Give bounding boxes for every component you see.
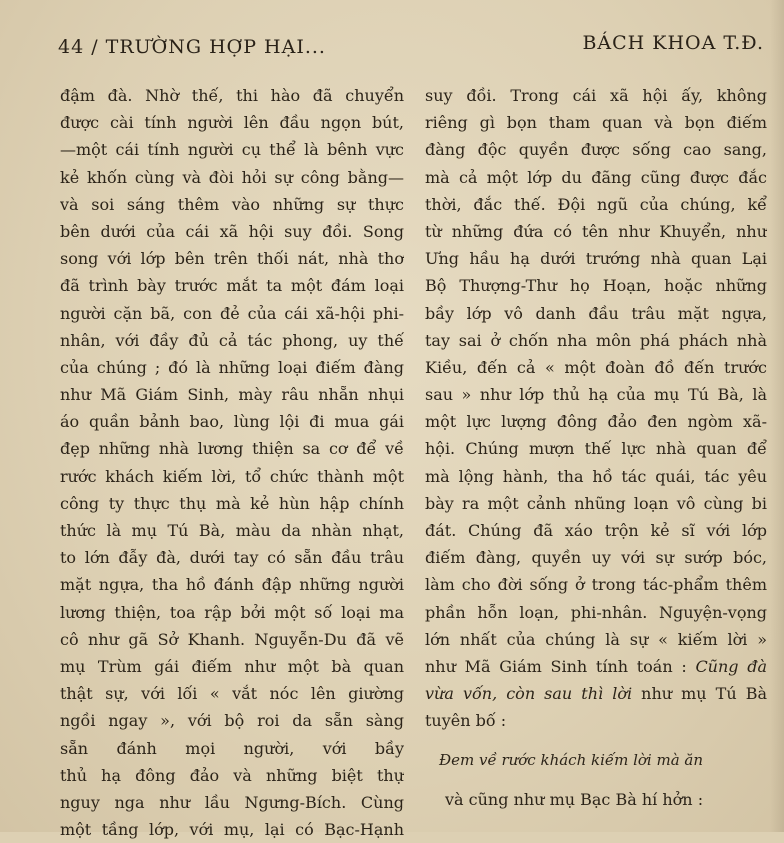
text-line: lương thiện, toa rập bởi một số loại ma	[60, 602, 404, 622]
text-line: to lớn đẫy đà, dưới tay có sẵn đầu trâu	[60, 548, 404, 568]
text-line: một lực lượng đông đảo đen ngòm xã-	[425, 412, 767, 432]
text-line: đàng độc quyền được sống cao sang,	[425, 140, 767, 160]
left-column	[60, 82, 404, 843]
page-edge-shadow	[770, 0, 784, 832]
text-line: điếm đàng, quyền uy với sự sướp bóc,	[425, 548, 767, 568]
text-line: Kiều, đến cả « một đoàn đồ đến trước	[425, 357, 767, 377]
text-line: hội. Chúng mượn thế lực nhà quan để	[425, 439, 767, 459]
text-span: như mụ Tú Bà	[632, 684, 767, 704]
text-line: Ưng hầu hạ dưới trướng nhà quan Lại	[425, 249, 767, 269]
text-line: mặt ngựa, tha hồ đánh đập những người	[60, 575, 404, 595]
text-line: thức là mụ Tú Bà, màu da nhàn nhạt,	[60, 521, 404, 540]
text-line: bên dưới của cái xã hội suy đồi. Song	[60, 221, 404, 241]
right-column	[425, 82, 767, 813]
italic-quote-span: Cũng đà	[695, 656, 767, 676]
text-line: sau » như lớp thủ hạ của mụ Tú Bà, là	[425, 385, 767, 405]
text-line: và cũng như mụ Bạc Bà hí hởn :	[445, 789, 704, 809]
text-line: bầy lớp vô danh đầu trâu mặt ngựa,	[425, 303, 767, 323]
text-line: nguy nga như lầu Ngưng-Bích. Cùng	[60, 792, 404, 812]
running-header-right: BÁCH KHOA T.Đ.	[582, 32, 764, 54]
text-line: lớn nhất của chúng là sự « kiếm lời »	[425, 629, 767, 649]
text-line: áo quần bảnh bao, lùng lội đi mua gái	[60, 412, 404, 432]
text-line: Bộ Thượng-Thư họ Hoạn, hoặc những	[425, 276, 767, 296]
text-line: mụ Trùm gái điếm như một bà quan	[60, 656, 404, 676]
text-line: sẵn đánh mọi người, với bầy	[60, 738, 404, 758]
text-line: tuyên bố :	[425, 711, 507, 731]
text-line: và soi sáng thêm vào những sự thực	[60, 194, 404, 214]
text-line	[425, 653, 767, 680]
text-line: —một cái tính người cụ thể là bênh vực	[60, 140, 404, 160]
text-line: đậm đà. Nhờ thế, thi hào đã chuyển	[60, 86, 404, 105]
text-line: rước khách kiếm lời, tổ chức thành một	[60, 466, 404, 486]
text-line: làm cho đời sống ở trong tác-phẩm thêm	[425, 575, 767, 595]
text-line: của chúng ; đó là những loại điếm đàng	[60, 357, 404, 377]
text-line: kẻ khốn cùng và đòi hỏi sự công bằng—	[60, 167, 404, 187]
text-line: song với lớp bên trên thối nát, nhà thơ	[60, 249, 404, 269]
text-line: công ty thực thụ mà kẻ hùn hập chính	[60, 493, 404, 513]
text-line: đát. Chúng đã xáo trộn kẻ sĩ với lớp	[425, 521, 767, 540]
text-line: cô như gã Sở Khanh. Nguyễn-Du đã vẽ	[60, 629, 404, 649]
text-line: như Mã Giám Sinh, mày râu nhẵn nhụi	[60, 385, 404, 405]
text-line: từ những đứa có tên như Khuyển, như	[425, 221, 767, 241]
italic-quote-span: vừa vốn, còn sau thì lời	[425, 684, 633, 704]
text-line: thủ hạ đông đảo và những biệt thự	[60, 765, 404, 785]
verse-quote: Đem về rước khách kiếm lời mà ăn	[439, 750, 704, 769]
text-line	[425, 680, 767, 707]
running-header-left: 44 / TRƯỜNG HỢP HẠI...	[58, 36, 326, 58]
text-line: phần hỗn loạn, phi-nhân. Nguyện-vọng	[425, 602, 767, 622]
text-line: thật sự, với lối « vắt nóc lên giường	[60, 684, 404, 704]
text-line: riêng gì bọn tham quan và bọn điếm	[425, 113, 767, 133]
text-span: như Mã Giám Sinh tính toán :	[425, 656, 696, 676]
text-line: đã trình bày trước mắt ta một đám loại	[60, 276, 404, 296]
text-line: thời, đắc thế. Đội ngũ của chúng, kể	[425, 194, 767, 214]
text-line: ngồi ngay », với bộ roi da sẵn sàng	[60, 711, 404, 731]
text-line: đẹp những nhà lương thiện sa cơ để về	[60, 439, 404, 459]
text-line: bày ra một cảnh nhũng loạn vô cùng bi	[425, 493, 767, 513]
text-line: mà lộng hành, tha hồ tác quái, tác yêu	[425, 466, 767, 486]
text-line: suy đồi. Trong cái xã hội ấy, không	[425, 86, 767, 105]
text-line: một tầng lớp, với mụ, lại có Bạc-Hạnh	[60, 820, 404, 840]
text-line: người cặn bã, con đẻ của cái xã-hội phi-	[60, 303, 404, 323]
text-line: tay sai ở chốn nha môn phá phách nhà	[425, 330, 767, 350]
text-line: được cài tính người lên đầu ngọn bút,	[60, 113, 404, 133]
text-line: mà cả một lớp du đãng cũng được đắc	[425, 167, 767, 187]
text-line: nhân, với đầy đủ cả tác phong, uy thế	[60, 330, 404, 350]
